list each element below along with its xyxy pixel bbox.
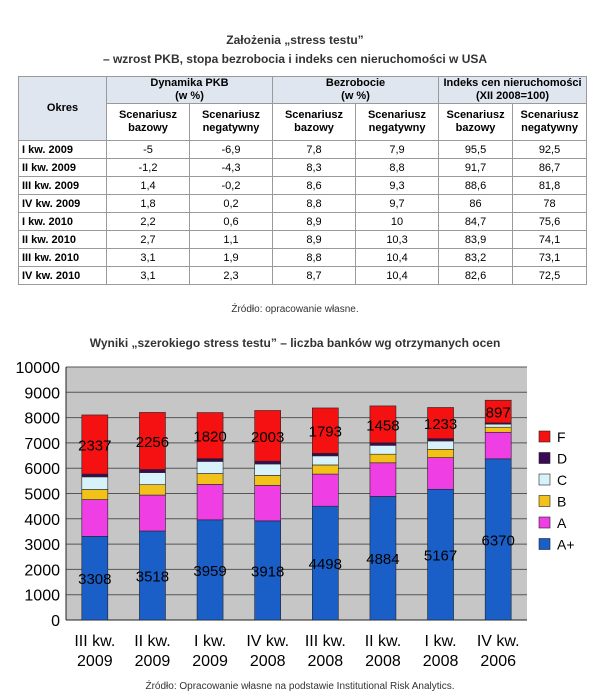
bar-segment-b: [82, 490, 108, 500]
bar-segment-a: [312, 474, 338, 506]
table-cell: 8,9: [273, 213, 356, 231]
legend-swatch: [539, 496, 550, 507]
x-tick-label: 2008: [422, 653, 459, 670]
row-period-label: I kw. 2009: [19, 141, 107, 159]
table-cell: 8,8: [273, 249, 356, 267]
data-label: 1458: [366, 417, 400, 435]
bar-segment-c: [255, 464, 281, 475]
table-row: [19, 195, 587, 213]
data-label: 2256: [135, 433, 170, 451]
y-tick-label: 9000: [24, 385, 60, 403]
subheader-negatywny: Scenariusz negatywny: [190, 104, 273, 141]
header-group-pkb: Dynamika PKB (w %): [107, 77, 273, 104]
table-cell: 83,2: [439, 249, 513, 267]
table-row: [19, 249, 587, 267]
chart-title-html: Wyniki „szerokiego stress testu” – liczba banków wg otrzymanych ocen: [89, 336, 501, 350]
bar-segment-a: [428, 458, 454, 490]
data-label: 4498: [308, 556, 342, 574]
bar-segment-b: [197, 474, 223, 485]
bar-segment-b: [139, 485, 165, 495]
table-cell: 84,7: [439, 213, 513, 231]
row-period-label: II kw. 2009: [19, 159, 107, 177]
bar-segment-d: [370, 443, 396, 446]
table-cell: 73,1: [513, 249, 587, 267]
bar-segment-b: [255, 475, 281, 485]
table-cell: 92,5: [513, 141, 587, 159]
table-cell: 3,1: [107, 267, 190, 285]
data-label: 1233: [423, 416, 458, 434]
subheader-bazowy: Scenariusz bazowy: [439, 104, 513, 141]
x-tick-label: III kw.: [74, 633, 116, 650]
x-tick-label: IV kw.: [246, 633, 290, 650]
data-label: 2337: [78, 437, 112, 455]
legend-label: F: [557, 429, 566, 445]
subheader-negatywny: Scenariusz negatywny: [356, 104, 439, 141]
bar-segment-d: [428, 439, 454, 441]
table-cell: 95,5: [439, 141, 513, 159]
table-cell: 9,3: [356, 177, 439, 195]
legend-swatch: [539, 539, 550, 550]
stress-test-assumptions-table: [18, 76, 587, 285]
bar-segment-d: [312, 453, 338, 456]
header-group-bezrobocie: Bezrobocie (w %): [273, 77, 439, 104]
bar-segment-d: [197, 459, 223, 462]
table-cell: -0,2: [190, 177, 273, 195]
table-cell: 1,1: [190, 231, 273, 249]
x-tick-label: III kw.: [304, 633, 346, 650]
bar-segment-a: [485, 432, 511, 459]
table-cell: 91,7: [439, 159, 513, 177]
y-tick-label: 8000: [24, 410, 60, 428]
table-row: [19, 159, 587, 177]
legend-swatch: [539, 453, 550, 464]
table-cell: 81,8: [513, 177, 587, 195]
table-cell: 8,7: [273, 267, 356, 285]
table-cell: 88,6: [439, 177, 513, 195]
table-cell: 8,8: [273, 195, 356, 213]
x-tick-label: 2009: [77, 653, 113, 670]
table-cell: 9,7: [356, 195, 439, 213]
data-label: 3959: [193, 562, 227, 580]
bar-segment-d: [139, 470, 165, 473]
table-cell: 7,9: [356, 141, 439, 159]
table-row: [19, 141, 587, 159]
bar-segment-a: [197, 484, 223, 519]
row-period-label: IV kw. 2009: [19, 195, 107, 213]
table-cell: 72,5: [513, 267, 587, 285]
x-tick-label: I kw.: [424, 633, 457, 650]
table-cell: 8,6: [273, 177, 356, 195]
chart-source-note: Źródło: Opracowanie własne na podstawie Institutional Risk Analytics.: [145, 681, 455, 692]
data-label: 5167: [423, 547, 458, 565]
table-cell: 82,6: [439, 267, 513, 285]
x-tick-label: 2009: [134, 653, 171, 670]
bank-ratings-stacked-bar-chart: [0, 350, 590, 700]
y-tick-label: 2000: [24, 562, 60, 580]
data-label: 897: [485, 404, 511, 422]
table-cell: 2,3: [190, 267, 273, 285]
table-cell: 1,9: [190, 249, 273, 267]
table-cell: -5: [107, 141, 190, 159]
y-tick-label: 1000: [24, 587, 60, 605]
data-label: 4884: [366, 551, 400, 569]
table-cell: 3,1: [107, 249, 190, 267]
x-tick-label: II kw.: [134, 633, 171, 650]
header-group-indeks: Indeks cen nieruchomości (XII 2008=100): [439, 77, 587, 104]
table-title-line2: – wzrost PKB, stopa bezrobocia i indeks cen nieruchomości w USA: [102, 52, 488, 66]
legend-swatch: [539, 431, 550, 442]
table-row: [19, 267, 587, 285]
table-cell: 83,9: [439, 231, 513, 249]
table-cell: 0,6: [190, 213, 273, 231]
table-cell: 75,6: [513, 213, 587, 231]
legend-label: A+: [557, 536, 575, 553]
bar-segment-b: [485, 427, 511, 432]
x-tick-label: 2008: [365, 653, 401, 670]
data-label: 3308: [78, 571, 112, 589]
x-tick-label: 2008: [307, 653, 344, 670]
header-okres: Okres: [19, 77, 107, 141]
bar-segment-a: [82, 500, 108, 537]
table-cell: 2,7: [107, 231, 190, 249]
y-tick-label: 5000: [24, 486, 60, 504]
table-title-line1: Założenia „stress testu”: [226, 33, 364, 47]
x-tick-label: IV kw.: [476, 633, 520, 650]
bar-segment-c: [485, 424, 511, 427]
y-tick-label: 3000: [24, 537, 60, 555]
bar-segment-c: [139, 473, 165, 485]
data-label: 6370: [481, 532, 515, 550]
table-cell: 10,4: [356, 267, 439, 285]
legend-label: D: [557, 450, 568, 467]
table-cell: 10,4: [356, 249, 439, 267]
bar-segment-a: [370, 463, 396, 497]
y-tick-label: 6000: [24, 461, 60, 479]
bar-segment-b: [428, 449, 454, 457]
bar-segment-b: [370, 454, 396, 463]
table-cell: 10: [356, 213, 439, 231]
x-tick-label: 2006: [480, 653, 516, 670]
table-row: [19, 177, 587, 195]
y-tick-label: 4000: [24, 511, 60, 529]
bar-segment-b: [312, 465, 338, 474]
table-cell: 1,8: [107, 195, 190, 213]
data-label: 3518: [135, 568, 170, 586]
bar-segment-c: [82, 477, 108, 490]
row-period-label: IV kw. 2010: [19, 267, 107, 285]
x-tick-label: 2008: [249, 653, 286, 670]
row-period-label: III kw. 2010: [19, 249, 107, 267]
data-label: 1793: [308, 423, 342, 441]
table-cell: 8,3: [273, 159, 356, 177]
table-cell: 1,4: [107, 177, 190, 195]
legend-swatch: [539, 517, 550, 528]
table-cell: -4,3: [190, 159, 273, 177]
x-tick-label: 2009: [192, 653, 228, 670]
row-period-label: II kw. 2010: [19, 231, 107, 249]
table-cell: 10,3: [356, 231, 439, 249]
table-cell: 2,2: [107, 213, 190, 231]
subheader-bazowy: Scenariusz bazowy: [273, 104, 356, 141]
bar-segment-a: [255, 485, 281, 520]
table-cell: -1,2: [107, 159, 190, 177]
table-cell: 86: [439, 195, 513, 213]
x-tick-label: II kw.: [364, 633, 402, 650]
y-tick-label: 10000: [15, 360, 60, 377]
bar-segment-c: [197, 461, 223, 473]
table-cell: -6,9: [190, 141, 273, 159]
table-cell: 86,7: [513, 159, 587, 177]
bar-segment-c: [312, 456, 338, 465]
table-row: [19, 231, 587, 249]
table-row: [19, 213, 587, 231]
table-cell: 8,8: [356, 159, 439, 177]
table-cell: 7,8: [273, 141, 356, 159]
bar-segment-a: [139, 495, 165, 531]
table-cell: 0,2: [190, 195, 273, 213]
legend-label: A: [557, 515, 567, 531]
subheader-negatywny: Scenariusz negatywny: [513, 104, 587, 141]
bar-segment-d: [82, 474, 108, 477]
legend-swatch: [539, 474, 550, 485]
legend-label: C: [557, 472, 568, 488]
bar-segment-c: [428, 441, 454, 449]
table-source-note: Źródło: opracowanie własne.: [231, 304, 359, 315]
data-label: 2003: [251, 428, 285, 446]
y-tick-label: 7000: [24, 435, 60, 453]
row-period-label: I kw. 2010: [19, 213, 107, 231]
y-tick-label: 0: [51, 613, 60, 630]
table-cell: 78: [513, 195, 587, 213]
table-cell: 8,9: [273, 231, 356, 249]
bar-segment-c: [370, 445, 396, 454]
data-label: 1820: [193, 428, 227, 446]
x-tick-label: I kw.: [194, 633, 227, 650]
data-label: 3918: [251, 563, 285, 581]
subheader-bazowy: Scenariusz bazowy: [107, 104, 190, 141]
row-period-label: III kw. 2009: [19, 177, 107, 195]
bar-segment-d: [255, 461, 281, 464]
table-cell: 74,1: [513, 231, 587, 249]
legend-label: B: [557, 493, 567, 510]
